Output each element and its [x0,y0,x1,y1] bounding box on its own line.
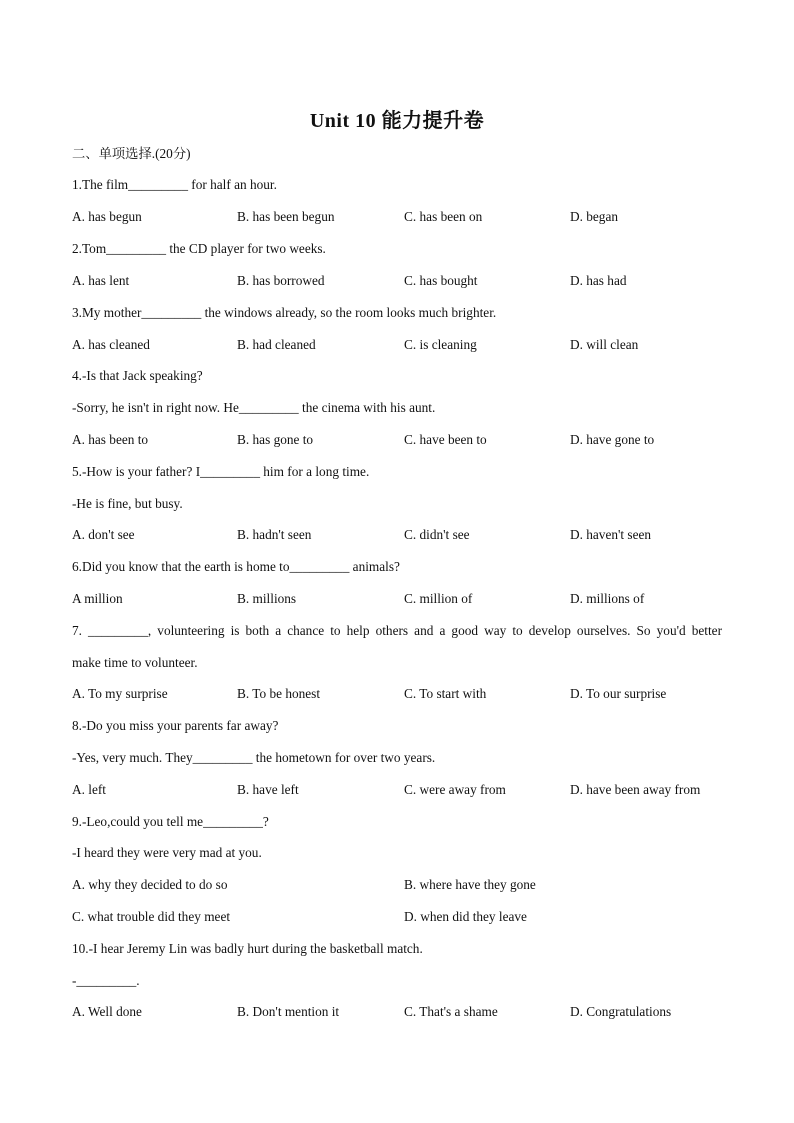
question-9-stem: 9.-Leo,could you tell me_________? [72,814,269,829]
question-8-option-d: D. have been away from [570,782,701,797]
question-7-stem: 7. _________, volunteering is both a chance to help others and a good way to develop ourselves. So you'd better [72,623,722,638]
question-3-option-d: D. will clean [570,337,639,352]
question-8-option-c: C. were away from [404,782,506,797]
question-1-option-d: D. began [570,209,618,224]
question-4-stem: 4.-Is that Jack speaking? [72,368,203,383]
question-9-option-c: C. what trouble did they meet [72,909,231,924]
question-9-option-b: B. where have they gone [404,877,536,892]
question-5-option-d: D. haven't seen [570,527,652,542]
question-10-stem-line-2: -_________. [72,973,140,988]
question-9-stem-line-2: -I heard they were very mad at you. [72,845,262,860]
question-7-option-a: A. To my surprise [72,686,168,701]
question-6-option-c: C. million of [404,591,473,606]
question-10-option-b: B. Don't mention it [237,1004,340,1019]
question-10-option-c: C. That's a shame [404,1004,498,1019]
question-6-option-a: A million [72,591,123,606]
question-10-option-a: A. Well done [72,1004,142,1019]
question-4-option-b: B. has gone to [237,432,314,447]
question-9-option-a: A. why they decided to do so [72,877,228,892]
question-1-stem: 1.The film_________ for half an hour. [72,177,277,192]
question-1-option-c: C. has been on [404,209,483,224]
question-7-stem-line-2: make time to volunteer. [72,655,198,670]
question-2-option-b: B. has borrowed [237,273,325,288]
question-6-option-b: B. millions [237,591,297,606]
question-7-option-c: C. To start with [404,686,487,701]
question-4-option-a: A. has been to [72,432,149,447]
question-7-option-d: D. To our surprise [570,686,667,701]
question-8-stem-line-2: -Yes, very much. They_________ the hometown for over two years. [72,750,436,765]
question-3-option-b: B. had cleaned [237,337,316,352]
question-5-option-c: C. didn't see [404,527,470,542]
question-6-stem: 6.Did you know that the earth is home to_________ animals? [72,559,400,574]
question-9-option-d: D. when did they leave [404,909,527,924]
section-heading: 二、单项选择.(20分) [72,146,191,161]
question-2-stem: 2.Tom_________ the CD player for two weeks. [72,241,326,256]
question-5-option-b: B. hadn't seen [237,527,312,542]
question-10-stem: 10.-I hear Jeremy Lin was badly hurt during the basketball match. [72,941,423,956]
question-1-option-b: B. has been begun [237,209,335,224]
question-1-option-a: A. has begun [72,209,142,224]
question-10-option-d: D. Congratulations [570,1004,672,1019]
question-8-option-b: B. have left [237,782,299,797]
page-title: Unit 10 能力提升卷 [309,110,485,132]
question-2-option-d: D. has had [570,273,627,288]
question-3-option-c: C. is cleaning [404,337,477,352]
question-6-option-d: D. millions of [570,591,645,606]
question-4-option-d: D. have gone to [570,432,655,447]
question-8-stem: 8.-Do you miss your parents far away? [72,718,279,733]
question-5-stem-line-2: -He is fine, but busy. [72,496,183,511]
question-2-option-c: C. has bought [404,273,478,288]
question-3-stem: 3.My mother_________ the windows already, so the room looks much brighter. [72,305,497,320]
question-5-option-a: A. don't see [72,527,135,542]
question-8-option-a: A. left [72,782,106,797]
question-7-option-b: B. To be honest [237,686,321,701]
question-5-stem: 5.-How is your father? I_________ him for a long time. [72,464,370,479]
question-4-stem-line-2: -Sorry, he isn't in right now. He_________ the cinema with his aunt. [72,400,436,415]
question-4-option-c: C. have been to [404,432,487,447]
question-2-option-a: A. has lent [72,273,130,288]
question-3-option-a: A. has cleaned [72,337,150,352]
